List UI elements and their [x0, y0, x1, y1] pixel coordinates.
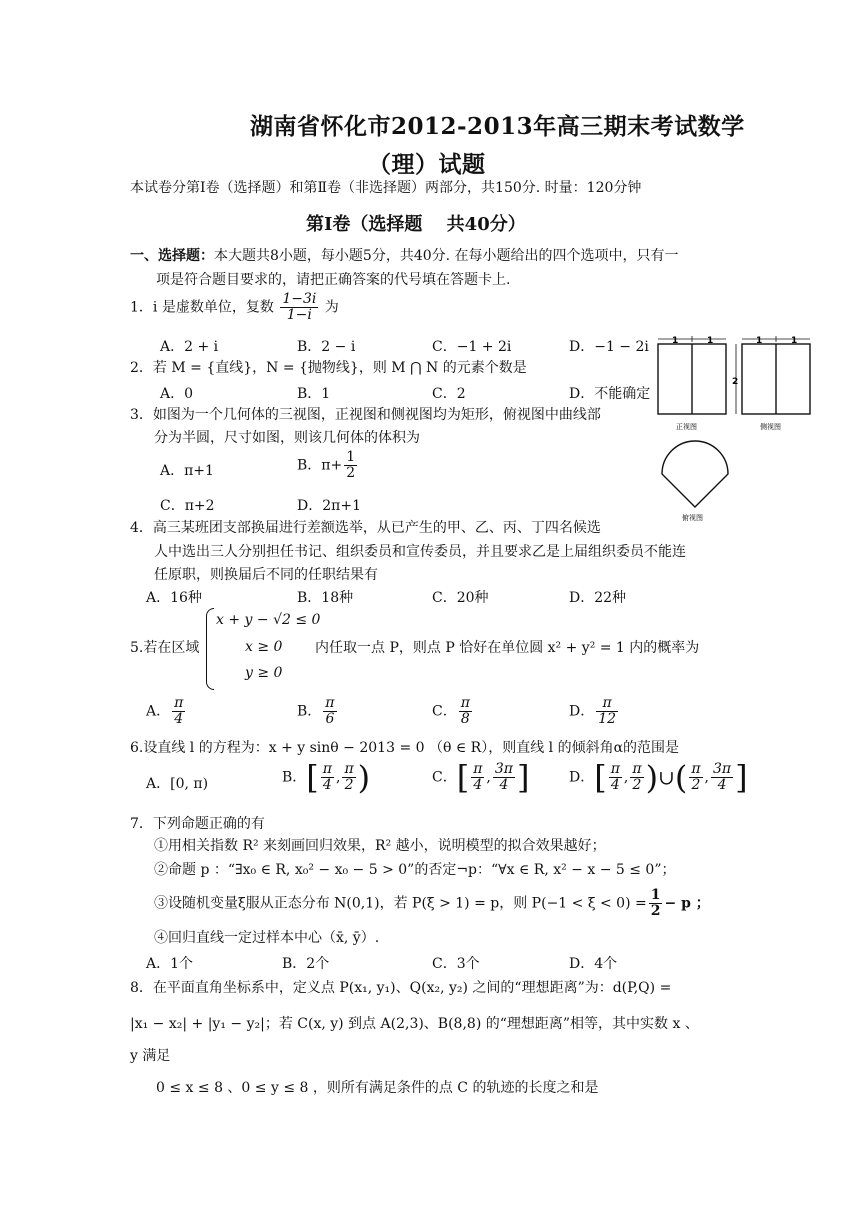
q5-b-d: 6 [325, 711, 335, 727]
q1-fraction [280, 292, 318, 323]
q5-option-d [569, 696, 620, 727]
question-8-line3: y 满足 [130, 1048, 171, 1064]
side-view-label: 侧视图 [760, 423, 781, 431]
q6-b-frac1-n: π [322, 761, 332, 777]
q2-option-d: D．不能确定 [569, 386, 651, 402]
q5-c-label: C． [432, 703, 457, 720]
question-2: 2．若 M = {直线}，N = {抛物线}，则 M ⋂ N 的元素个数是 [130, 360, 527, 376]
q5-b-label: B． [297, 703, 322, 720]
question-3-line1: 3．如图为一个几何体的三视图，正视图和侧视图均为矩形，俯视图中曲线部 [130, 407, 601, 423]
q4-option-c: C．20种 [432, 590, 489, 606]
q5-b-n: π [325, 695, 335, 711]
document-title: 湖南省怀化市2012-2013年高三期末考试数学 [250, 113, 745, 140]
part1-instructions [130, 246, 679, 266]
q5-a-label: A． [146, 703, 171, 720]
q6-option-c: C．[ $\frac{\pi}{4}$ , $\frac{3\pi}{4}$ ] [432, 758, 530, 797]
q6-d-frac2-n: π [632, 761, 642, 777]
q5-constraint-2: x ≥ 0 [245, 639, 283, 655]
q6-d-frac1 [609, 762, 622, 793]
q2-option-c: C．2 [432, 386, 466, 402]
q4-option-a: A．16种 [146, 590, 202, 606]
q6-c-frac1-d: 4 [473, 777, 483, 793]
q6-c-label: C． [432, 769, 457, 786]
q5-option-c [432, 696, 474, 727]
front-view-dims [658, 336, 726, 342]
question-3-line2: 分为半圆，尺寸如图，则该几何体的体积为 [154, 430, 420, 446]
q6-b-left-bracket: [ [306, 758, 319, 797]
q6-option-a: A．[0, π) [146, 776, 209, 792]
question-4-line1: 4．高三某班团支部换届进行差额选举，从已产生的甲、乙、丙、丁四名候选 [130, 520, 601, 536]
front-view [658, 344, 726, 414]
q6-c-frac2-n: 3π [494, 761, 513, 777]
q6-d-frac1-d: 4 [610, 777, 620, 793]
part1-lead: 一、选择题： [130, 248, 214, 264]
q3-option-d: D．2π+1 [297, 498, 361, 514]
q6-d-frac3-d: 2 [691, 777, 701, 793]
q7-statement-4: ④回归直线一定过样本中心（x̄, ȳ）. [154, 930, 380, 946]
front-dim-1a: 1 [672, 336, 679, 346]
q6-d-frac3 [689, 762, 702, 793]
q6-d-frac3-n: π [691, 761, 701, 777]
q5-c-n: π [460, 695, 470, 711]
q6-b-label: B． [282, 769, 307, 786]
q7-option-b: B．2个 [282, 956, 330, 972]
q6-c-left-bracket: [ [456, 758, 470, 797]
q6-option-d: D．[ $\frac{\pi}{4}$ , $\frac{\pi}{2}$ )∪( $\frac{\pi}{2}$ , $\frac{3\pi}{4}$ ] [569, 758, 748, 797]
q7-s3-text: ③设随机变量ξ服从正态分布 N(0,1)，若 P(ξ > 1) = p，则 P(−1 < ξ < 0) = [154, 895, 647, 912]
q6-option-b: B．[ $\frac{\pi}{4}$ , $\frac{\pi}{2}$ ) [282, 758, 371, 797]
q6-d-frac4-d: 4 [717, 777, 727, 793]
q5-constraint-1: x + y − √2 ≤ 0 [216, 612, 321, 628]
side-view-dims [736, 336, 810, 414]
q6-c-right-bracket: ] [516, 758, 530, 797]
q7-s3-frac [649, 888, 663, 919]
q1-option-d: D．−1 − 2i [569, 339, 649, 355]
q2-option-a: A．0 [160, 386, 194, 402]
front-view-label: 正视图 [676, 423, 697, 431]
q6-d-paren2: ( [674, 758, 688, 797]
q5-tail: 内任取一点 P，则点 P 恰好在单位圆 x² + y² = 1 内的概率为 [315, 640, 700, 656]
height-dim-2: 2 [732, 377, 739, 387]
part1-text2: 项是符合题目要求的，请把正确答案的代号填在答题卡上. [156, 272, 511, 288]
q1-text: i 是虚数单位，复数 [152, 299, 274, 316]
q6-b-right-paren: ) [357, 758, 371, 797]
question-8-line2: |x₁ − x₂| + |y₁ − y₂|；若 C(x, y) 到点 A(2,3)、B(8,8) 的“理想距离”相等，其中实数 x 、 [130, 1016, 699, 1032]
q7-s3-d: 2 [650, 903, 661, 919]
q6-d-frac4-n: 3π [712, 761, 732, 777]
q1-frac-num: 1−3i [282, 291, 317, 307]
q7-s3-n: 1 [650, 887, 661, 903]
q1-option-b: B．2 − i [297, 339, 356, 355]
q3-option-b-label: B．π+ [297, 457, 343, 474]
q7-statement-1: ①用相关指数 R² 来刻画回归效果，R² 越小，说明模型的拟合效果越好； [154, 838, 606, 854]
q6-b-frac2-n: π [344, 761, 354, 777]
q1-text-tail: 为 [324, 299, 339, 316]
q6-d-frac2-d: 2 [632, 777, 642, 793]
q1-option-c: C．−1 + 2i [432, 339, 512, 355]
q5-constraint-3: y ≥ 0 [245, 665, 283, 681]
q5-d-label: D． [569, 703, 595, 720]
question-4-line3: 任原职，则换届后不同的任职结果有 [154, 567, 378, 583]
section-heading: 第Ⅰ卷（选择题 共40分） [306, 214, 526, 235]
front-dim-1b: 1 [707, 336, 714, 346]
side-dim-1b: 1 [791, 336, 798, 346]
q5-a-frac [172, 696, 185, 727]
q7-option-c: C．3个 [432, 956, 480, 972]
q5-c-frac [459, 696, 472, 727]
q6-b-frac2 [342, 762, 355, 793]
three-view-figure [652, 334, 822, 524]
q3-frac-den: 2 [346, 465, 356, 481]
q6-d-union: ∪ [658, 765, 675, 790]
q6-d-label: D． [569, 769, 595, 786]
q4-option-d: D．22种 [569, 590, 627, 606]
question-6: 6.设直线 l 的方程为：x + y sinθ − 2013 = 0 （θ ∈ R），则直线 l 的倾斜角α的范围是 [130, 740, 680, 756]
q7-s3-tail: − p ； [664, 895, 710, 912]
q5-b-frac [323, 696, 336, 727]
question-4-line2: 人中选出三人分别担任书记、组织委员和宣传委员，并且要求乙是上届组织委员不能连 [154, 544, 686, 560]
exam-intro: 本试卷分第Ⅰ卷（选择题）和第Ⅱ卷（非选择题）两部分，共150分. 时量：120分钟 [130, 180, 642, 196]
q6-c-frac1-n: π [473, 761, 483, 777]
document-title-2: （理）试题 [368, 151, 486, 178]
q6-c-frac1 [471, 762, 484, 793]
q5-d-frac [596, 696, 618, 727]
question-8-line1: 8．在平面直角坐标系中，定义点 P(x₁, y₁)、Q(x₂, y₂) 之间的“理想距离”为：d(P,Q) = [130, 980, 672, 996]
q1-option-a: A．2 + i [160, 339, 219, 355]
q5-lead: 5.若在区域 [130, 640, 200, 656]
q6-c-frac2-d: 4 [499, 777, 509, 793]
q6-d-paren1: ) [645, 758, 659, 797]
q6-b-frac1 [321, 762, 334, 793]
q7-option-d: D．4个 [569, 956, 618, 972]
q1-frac-den: 1−i [286, 307, 312, 323]
part1-text1: 本大题共8小题，每小题5分，共40分. 在每小题给出的四个选项中，只有一 [214, 248, 679, 264]
side-view [742, 344, 810, 414]
q3-option-b-frac [344, 450, 357, 481]
q1-num: 1． [130, 299, 153, 316]
q6-d-frac4 [711, 762, 733, 793]
q6-d-left-bracket: [ [594, 758, 607, 797]
q2-option-b: B．1 [297, 386, 331, 402]
top-view-label: 俯视图 [682, 514, 703, 522]
q6-b-frac1-d: 4 [322, 777, 332, 793]
q5-option-a [146, 696, 187, 727]
q6-d-frac2 [630, 762, 643, 793]
q5-a-d: 4 [174, 711, 184, 727]
q3-option-a: A．π+1 [160, 463, 214, 479]
q6-b-frac2-d: 2 [344, 777, 354, 793]
q6-c-frac2 [493, 762, 515, 793]
q7-option-a: A．1个 [146, 956, 194, 972]
q6-d-right-bracket: ] [735, 758, 748, 797]
q7-statement-2: ②命题 p ：“∃x₀ ∈ R, x₀² − x₀ − 5 > 0”的否定¬p：“∀x ∈ R, x² − x − 5 ≤ 0”； [154, 862, 676, 878]
q3-option-b [297, 450, 359, 481]
question-8-line4: 0 ≤ x ≤ 8 、0 ≤ y ≤ 8 ，则所有满足条件的点 C 的轨迹的长度之和是 [156, 1080, 599, 1096]
question-7: 7．下列命题正确的有 [130, 816, 265, 832]
q6-d-frac1-n: π [610, 761, 620, 777]
q5-d-d: 12 [598, 711, 617, 727]
q3-frac-num: 1 [346, 449, 356, 465]
side-dim-1a: 1 [756, 336, 763, 346]
top-view [662, 441, 728, 507]
q5-c-d: 8 [460, 711, 470, 727]
q5-option-b [297, 696, 339, 727]
q5-a-n: π [174, 695, 184, 711]
q5-d-n: π [596, 696, 618, 712]
q7-statement-3 [154, 888, 710, 919]
q5-brace [206, 608, 214, 690]
q3-option-c: C．π+2 [160, 498, 215, 514]
question-1 [130, 292, 339, 323]
q4-option-b: B．18种 [297, 590, 354, 606]
